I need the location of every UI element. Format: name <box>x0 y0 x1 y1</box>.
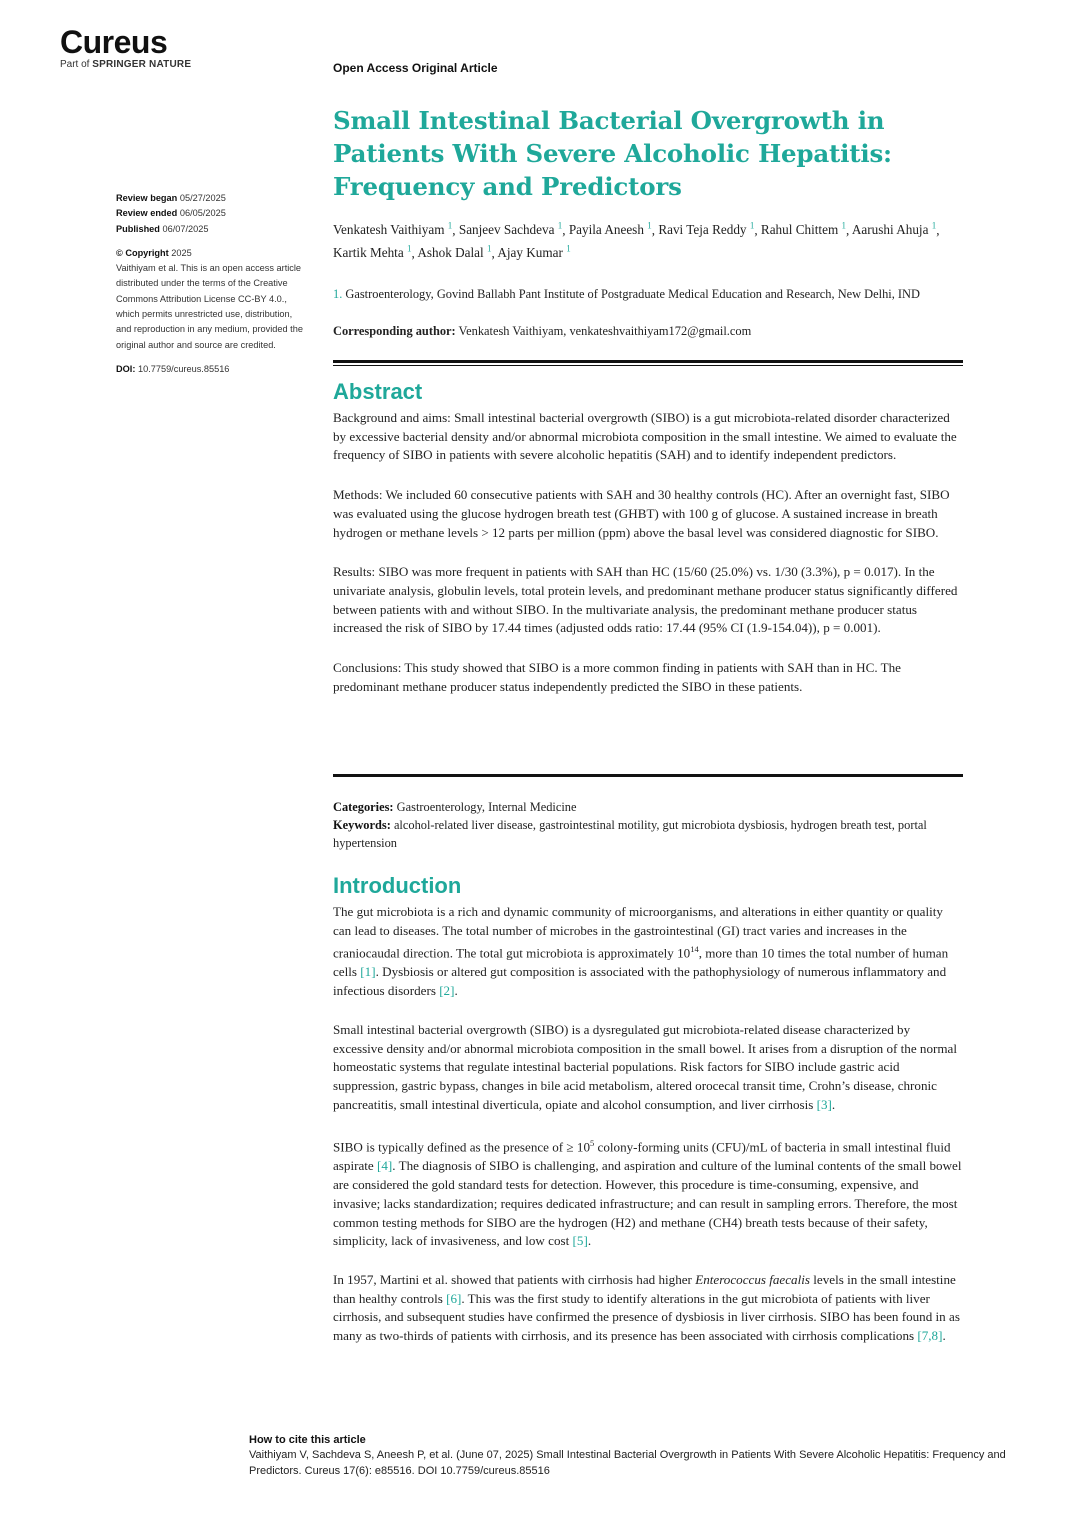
citation-link[interactable]: [4] <box>377 1158 393 1174</box>
intro-paragraph-1: The gut microbiota is a rich and dynamic community of microorganisms, and alterations in either quantity or quality can lead to diseases. The total number of microbes in the gastrointestinal (GI) tract varies and increases in the craniocaudal direction. The total gut microbiota is approximately $10^{14}$, more than 10 times the total number of human cells [1]. Dysbiosis or altered gut composition is associated with the pathophysiology of numerous inflammatory and infectious disorders [2]. <box>333 904 949 999</box>
citation-link[interactable]: [2] <box>439 983 455 999</box>
categories-text: Gastroenterology, Internal Medicine <box>396 800 577 814</box>
logo-publisher-line <box>60 59 191 70</box>
how-to-cite-text: Vaithiyam V, Sachdeva S, Aneesh P, et al. (June 07, 2025) Small Intestinal Bacterial Overgrowth in Patients With Severe Alcoholic Hepatitis: Frequency and Predictors. Cureus 17(6): e85516. DOI 10.7759/cureus.85516 <box>249 1449 1006 1477</box>
author-affiliation-number: 1 <box>931 221 937 231</box>
affiliation-number: 1. <box>333 286 343 301</box>
citation-link[interactable]: [1] <box>360 964 376 980</box>
license-text: Vaithiyam et al. This is an open access article distributed under the terms of the Creative Commons Attribution License CC-BY 4.0., which permits unrestricted use, distribution, and reproduction in any medium, provided the original author and source are credited. <box>116 263 303 350</box>
abstract-conclusions: Conclusions: This study showed that SIBO is a more common finding in patients with SAH than in HC. The predominant methane producer status independently predicted the SIBO in these patients. <box>333 660 901 694</box>
affiliation-text: Gastroenterology, Govind Ballabh Pant Institute of Postgraduate Medical Education and Research, New Delhi, IND <box>345 286 920 301</box>
intro-paragraph-4: In 1957, Martini et al. showed that patients with cirrhosis had higher Enterococcus faecalis levels in the small intestine than healthy controls [6]. This was the first study to identify alterations in the gut microbiota of patients with liver cirrhosis, and subsequent studies have confirmed the presence of dysbiosis in liver cirrhosis. SIBO has been found in as many as two-thirds of patients with cirrhosis, and its presence has been associated with cirrhosis complications [7,8]. <box>333 1271 960 1344</box>
introduction-heading: Introduction <box>333 873 462 898</box>
doi-label: DOI: <box>116 363 136 374</box>
copyright-label: © Copyright <box>116 247 169 258</box>
author-name: Ravi Teja Reddy <box>658 222 747 238</box>
categories-row <box>333 799 963 817</box>
corresponding-label: Corresponding author: <box>333 323 456 338</box>
corresponding-text[interactable]: Venkatesh Vaithiyam, venkateshvaithiyam172@gmail.com <box>458 323 752 338</box>
author <box>459 222 562 237</box>
author <box>497 245 570 260</box>
keywords-row <box>333 817 963 853</box>
author <box>569 222 652 237</box>
article-header <box>333 104 963 340</box>
logo-publisher: SPRINGER NATURE <box>92 59 192 70</box>
author-name: Rahul Chittem <box>760 222 839 238</box>
abstract-section <box>333 379 963 696</box>
copyright-year: 2025 <box>171 247 192 258</box>
review-ended-label: Review ended <box>116 208 178 219</box>
categories-label: Categories: <box>333 800 394 814</box>
author-list: Venkatesh Vaithiyam $^1$, Sanjeev Sachdeva $^1$, Payila Aneesh $^1$, Ravi Teja Reddy $^1$, Rahul Chittem $^1$, Aarushi Ahuja $^1$, Kartik Mehta $^1$, Ashok Dalal $^1$, Ajay Kumar $^1$ <box>333 221 940 261</box>
review-ended-date: 06/05/2025 <box>179 208 226 219</box>
keywords-text: alcohol-related liver disease, gastrointestinal motility, gut microbiota dysbiosis, hydrogen breath test, portal hypertension <box>333 817 927 850</box>
article-type: Open Access Original Article <box>333 61 498 75</box>
review-ended-row <box>116 206 308 221</box>
author <box>852 222 936 237</box>
author <box>658 222 754 237</box>
author-affiliation-number: 1 <box>447 221 453 231</box>
corresponding-author <box>333 322 963 340</box>
author-name: Ashok Dalal <box>417 245 484 261</box>
doi-row <box>116 362 308 377</box>
author-affiliation-number: 1 <box>486 243 492 254</box>
article-sidebar <box>116 191 308 377</box>
how-to-cite-heading: How to cite this article <box>249 1434 366 1446</box>
categories-keywords <box>333 799 963 852</box>
doi-value[interactable]: 10.7759/cureus.85516 <box>137 363 230 374</box>
superscript: 14 <box>690 944 699 955</box>
copyright-row <box>116 246 308 261</box>
author-name: Ajay Kumar <box>497 245 563 261</box>
keywords-label: Keywords: <box>333 817 391 832</box>
author <box>333 222 452 237</box>
abstract-methods: Methods: We included 60 consecutive patients with SAH and 30 healthy controls (HC). After an overnight fast, SIBO was evaluated using the glucose hydrogen breath test (GHBT) with 100 g of glucose. A sustained increase in breath hydrogen or methane levels > 12 parts per million (ppm) above the basal level was considered diagnostic for SIBO. <box>333 487 950 540</box>
abstract-rule-top <box>333 360 963 366</box>
logo-wordmark: Cureus <box>60 24 168 60</box>
logo-part-of: Part of <box>60 59 90 70</box>
species-name: Enterococcus faecalis <box>695 1271 810 1287</box>
author <box>333 245 411 260</box>
abstract-rule-bottom <box>333 774 963 777</box>
superscript: 5 <box>590 1138 595 1149</box>
author-name: Aarushi Ahuja <box>851 222 929 238</box>
author-affiliation-number: 1 <box>557 221 563 231</box>
intro-paragraph-2: Small intestinal bacterial overgrowth (SIBO) is a dysregulated gut microbiota-related disease characterized by excessive density and/or abnormal microbiota composition in the small bowel. It arises from a disruption of the normal homeostatic systems that regulate intestinal bacterial populations. Risk factors for SIBO include gastric acid suppression, gastric bypass, changes in bile acid metabolism, altered orocecal transit time, Crohn’s disease, chronic pancreatitis, small intestinal diverticula, opiate and alcohol consumption, and liver cirrhosis [3]. <box>333 1021 957 1112</box>
intro-paragraph-3: SIBO is typically defined as the presence of ≥ $10^5$ colony-forming units (CFU)/mL of bacteria in small intestinal fluid aspirate [4]. The diagnosis of SIBO is challenging, and aspiration and culture of the luminal contents of the small bowel are considered the gold standard tests for detection. However, this procedure is time-consuming, expensive, and invasive; lacks standardization; requires dedicated infrastructure; and can result in sampling errors. Therefore, the most common testing methods for SIBO are the hydrogen (H2) and methane (CH4) breath tests because of their safety, simplicity, lack of invasiveness, and low cost [5]. <box>333 1138 962 1249</box>
citation-link[interactable]: [3] <box>816 1096 832 1112</box>
review-began-row <box>116 191 308 206</box>
published-date: 06/07/2025 <box>162 223 209 234</box>
abstract-results: Results: SIBO was more frequent in patients with SAH than HC (15/60 (25.0%) vs. 1/30 (3.3%), p = 0.017). In the univariate analysis, globulin levels, total protein levels, and predominant methane producer status significantly differed between patients with and without SIBO. In the multivariate analysis, the predominant methane producer status increased the risk of SIBO by 17.44 times (adjusted odds ratio: 17.44 (95% CI (1.9-154.04)), p = 0.001). <box>333 564 958 636</box>
article-title: Small Intestinal Bacterial Overgrowth in Patients With Severe Alcoholic Hepatitis: Frequency and Predictors <box>333 106 892 201</box>
author-affiliation-number: 1 <box>841 221 846 231</box>
author-affiliation-number: 1 <box>566 243 571 254</box>
affiliation <box>333 285 963 303</box>
author-affiliation-number: 1 <box>647 221 652 231</box>
abstract-background: Background and aims: Small intestinal bacterial overgrowth (SIBO) is a gut microbiota-related disorder characterized by excessive bacterial density and/or abnormal microbiota composition in the small intestine. We aimed to evaluate the frequency of SIBO in patients with severe alcoholic hepatitis (SAH) and to identify independent predictors. <box>333 410 957 463</box>
author-name: Venkatesh Vaithiyam <box>333 222 445 238</box>
author-affiliation-number: 1 <box>406 243 412 254</box>
author <box>761 222 846 237</box>
author-name: Sanjeev Sachdeva <box>458 222 555 238</box>
citation-link[interactable]: [6] <box>446 1290 462 1306</box>
introduction-section <box>333 873 963 1346</box>
citation-link[interactable]: [7,8] <box>917 1328 943 1344</box>
author-affiliation-number: 1 <box>749 221 755 231</box>
author <box>417 245 491 260</box>
review-began-date: 05/27/2025 <box>179 193 226 203</box>
published-row <box>116 222 308 237</box>
author-name: Payila Aneesh <box>568 222 644 238</box>
how-to-cite <box>249 1433 1029 1479</box>
review-began-label: Review began <box>116 193 178 203</box>
published-label: Published <box>116 223 160 234</box>
journal-logo <box>60 24 191 70</box>
citation-link[interactable]: [5] <box>572 1233 588 1249</box>
author-name: Kartik Mehta <box>333 245 404 261</box>
abstract-heading: Abstract <box>333 379 423 404</box>
